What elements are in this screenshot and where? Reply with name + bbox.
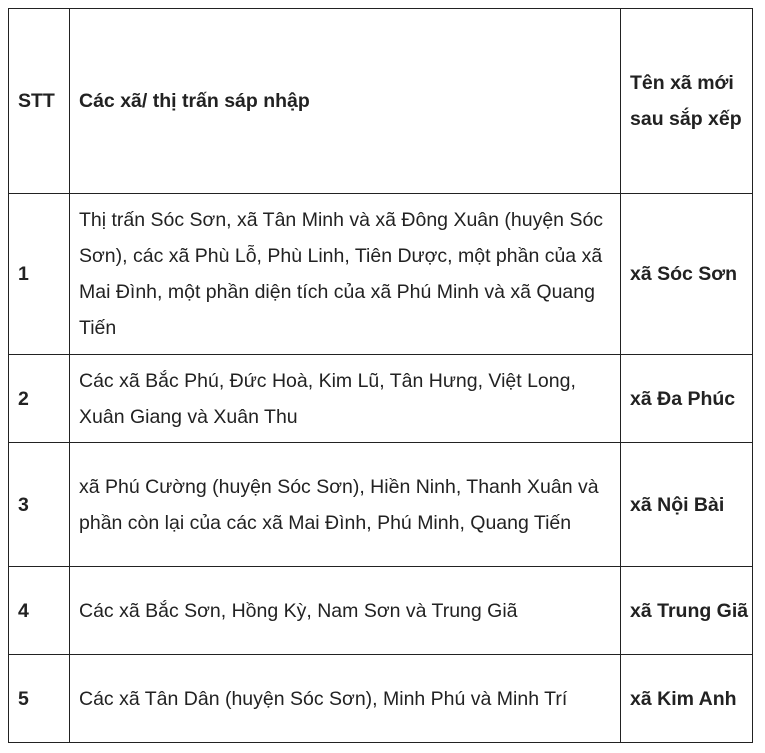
row-source: xã Phú Cường (huyện Sóc Sơn), Hiền Ninh, Thanh Xuân và phần còn lại của các xã Mai Đình, Phú Minh, Quang Tiến: [70, 443, 621, 567]
row-new-name: xã Sóc Sơn: [621, 194, 753, 355]
row-source: Các xã Bắc Sơn, Hồng Kỳ, Nam Sơn và Trung Giã: [70, 567, 621, 655]
row-stt: 5: [9, 655, 70, 743]
row-source: Các xã Tân Dân (huyện Sóc Sơn), Minh Phú và Minh Trí: [70, 655, 621, 743]
header-source: Các xã/ thị trấn sáp nhập: [70, 9, 621, 194]
row-stt: 4: [9, 567, 70, 655]
table-row: [9, 567, 753, 655]
table-row: [9, 355, 753, 443]
header-stt: STT: [9, 9, 70, 194]
row-stt: 2: [9, 355, 70, 443]
table-header-row: [9, 9, 753, 194]
row-stt: 1: [9, 194, 70, 355]
row-stt: 3: [9, 443, 70, 567]
row-new-name: xã Kim Anh: [621, 655, 753, 743]
row-source: Thị trấn Sóc Sơn, xã Tân Minh và xã Đông Xuân (huyện Sóc Sơn), các xã Phù Lỗ, Phù Linh, Tiên Dược, một phần của xã Mai Đình, một phần diện tích của xã Phú Minh và xã Quang Tiến: [70, 194, 621, 355]
header-new-name: Tên xã mới sau sắp xếp: [621, 9, 753, 194]
row-new-name: xã Nội Bài: [621, 443, 753, 567]
table-row: [9, 443, 753, 567]
table-row: [9, 194, 753, 355]
table-row: [9, 655, 753, 743]
merge-table: [8, 8, 753, 743]
row-new-name: xã Trung Giã: [621, 567, 753, 655]
row-source: Các xã Bắc Phú, Đức Hoà, Kim Lũ, Tân Hưng, Việt Long, Xuân Giang và Xuân Thu: [70, 355, 621, 443]
row-new-name: xã Đa Phúc: [621, 355, 753, 443]
